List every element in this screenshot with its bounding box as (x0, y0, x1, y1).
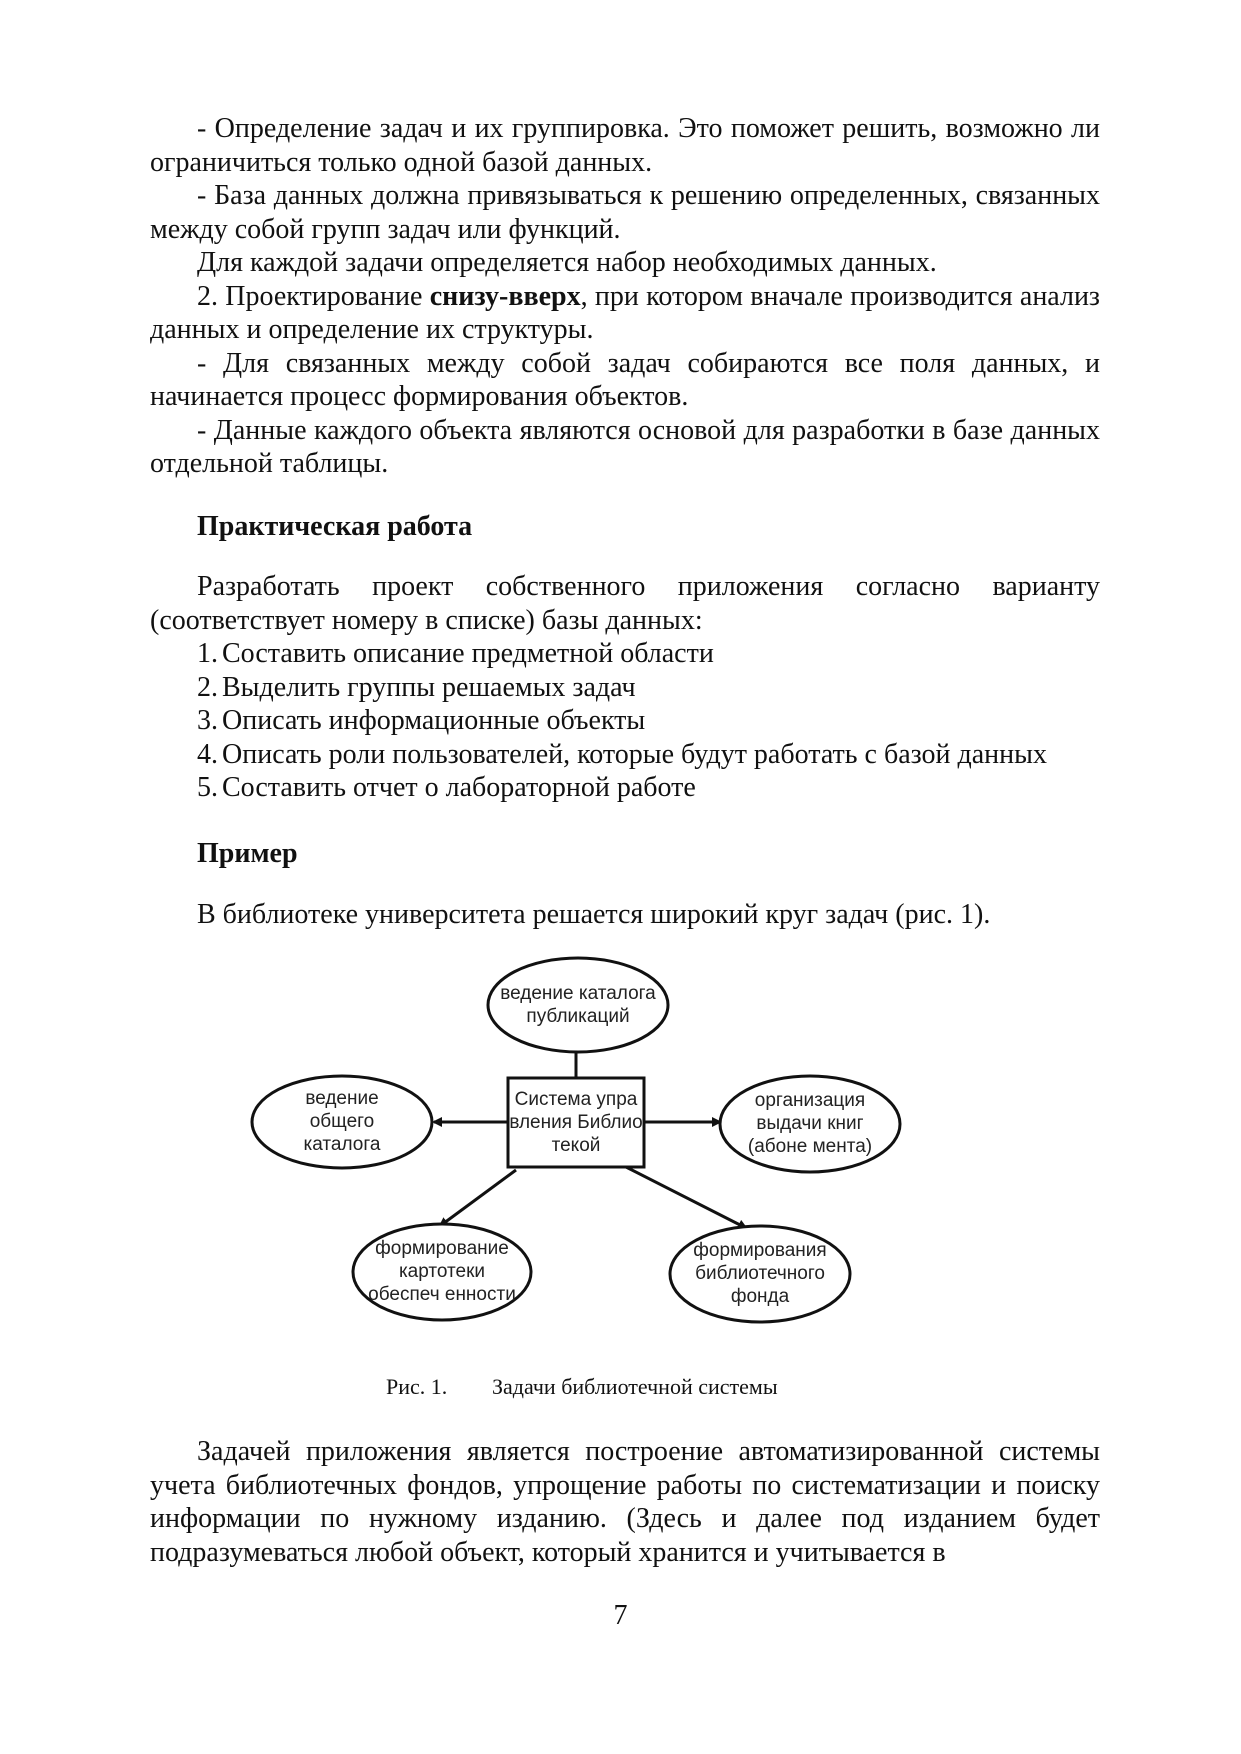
paragraph-bottom-up (150, 280, 1100, 347)
page-number: 7 (613, 1600, 628, 1631)
paragraph-database-binding: - База данных должна привязываться к решению определенных, связанных между собой групп задач или функций. (150, 180, 1100, 245)
list-item-text: Описать информационные объекты (222, 705, 646, 736)
top-node-label: ведение каталога публикаций (500, 982, 656, 1027)
paragraph-collect-fields: - Для связанных между собой задач собираются все поля данных, и начинается процесс формирования объектов. (150, 347, 1100, 412)
bottom-up-bold: снизу-вверх (429, 280, 581, 312)
list-item (197, 771, 1100, 805)
paragraph-object-tables: - Данные каждого объекта являются основой для разработки в базе данных отдельной таблицы. (150, 414, 1100, 479)
practical-task-list (150, 637, 1100, 805)
list-item-text: Составить отчет о лабораторной работе (222, 772, 696, 803)
list-item-number: 1. (197, 638, 218, 669)
paragraph-task-data-set: Для каждой задачи определяется набор необходимых данных. (197, 247, 937, 278)
document-page (150, 112, 1100, 1569)
example-heading: Пример (197, 837, 298, 869)
practical-heading: Практическая работа (197, 510, 473, 542)
list-item-text: Составить описание предметной области (222, 638, 714, 669)
list-item-number: 4. (197, 738, 218, 770)
list-item (197, 671, 1100, 705)
list-item-text: Выделить группы решаемых задач (222, 671, 636, 703)
list-item (197, 637, 1100, 671)
bottom-up-suffix: , при котором вначале производится анализ данных и определение их структуры. (150, 280, 1100, 345)
list-item (197, 738, 1100, 772)
example-intro: В библиотеке университета решается широкий круг задач (рис. 1). (197, 899, 991, 930)
paragraph-application-goal: Задачей приложения является построение автоматизированной системы учета библиотечных фондов, упрощение работы по систематизации и поиску информации по нужному изданию. (Здесь и далее под изданием будет подразумеваться любой объект, который хранится и учитывается в (150, 1436, 1100, 1568)
practical-intro: Разработать проект собственного приложения согласно варианту (соответствует номеру в списке) базы данных: (150, 571, 1100, 636)
bottom-left-node-label: формирование картотеки обеспеч енности (368, 1238, 516, 1305)
bottom-right-node-label: формирования библиотечного фонда (693, 1240, 827, 1307)
list-item-number: 2. (197, 671, 218, 703)
caption-text: Задачи библиотечной системы (492, 1373, 778, 1399)
list-item-number: 3. (197, 705, 218, 736)
left-node-label: ведение общего каталога (303, 1088, 381, 1155)
list-item-number: 5. (197, 772, 218, 803)
library-tasks-diagram (150, 940, 1100, 1370)
paragraph-task-grouping: - Определение задач и их группировка. Это поможет решить, возможно ли ограничиться только одной базой данных. (150, 113, 1100, 178)
figure-caption (150, 1370, 1100, 1404)
center-node-label: Система упра вления Библио текой (509, 1088, 643, 1156)
arrow-to-bottom-right (624, 1166, 746, 1228)
bottom-up-prefix: 2. Проектирование (197, 280, 430, 312)
arrow-to-bottom-left (440, 1170, 516, 1226)
list-item-text: Описать роли пользователей, которые будут работать с базой данных (222, 738, 1047, 770)
caption-label: Рис. 1. (386, 1373, 448, 1399)
right-node-label: организация выдачи книг (абоне мента) (747, 1090, 873, 1157)
list-item (197, 704, 1100, 738)
